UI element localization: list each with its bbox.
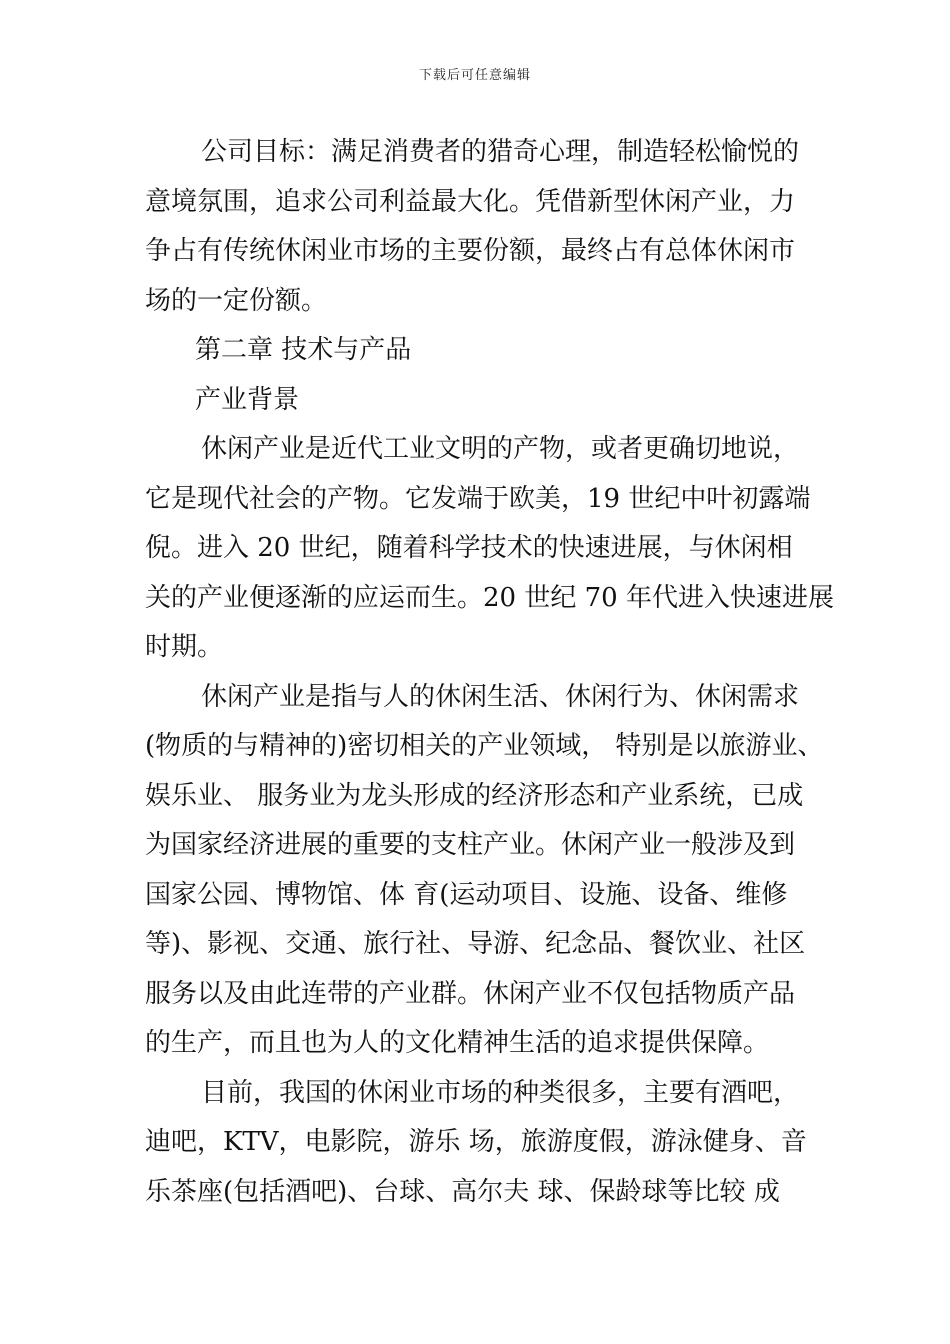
document-body (145, 128, 834, 1217)
text-line: 争占有传统休闲业市场的主要份额，最终占有总体休闲市 (145, 236, 796, 266)
text-line: 意境氛围，追求公司利益最大化。凭借新型休闲产业，力 (145, 186, 796, 217)
text-line: 国家公园、博物馆、体 育(运动项目、设施、设备、维修 (145, 879, 788, 910)
text-line: 倪。进入 20 世纪，随着科学技术的快速进展，与休闲相 (145, 533, 793, 563)
text-line: 的生产，而且也为人的文化精神生活的追求提供保障。 (145, 1028, 770, 1058)
chapter-heading: 第二章 技术与产品 (195, 335, 412, 365)
text-line: 公司目标：满足消费者的猎奇心理，制造轻松愉悦的 (201, 137, 800, 167)
text-line: 服务以及由此连带的产业群。休闲产业不仅包括物质产品 (145, 978, 796, 1009)
text-line: 时期。 (145, 632, 224, 662)
text-line: 场的一定份额。 (145, 285, 328, 316)
page-header: 下载后可任意编辑 (418, 68, 531, 83)
text-line: 等)、影视、交通、旅行社、导游、纪念品、餐饮业、社区 (145, 929, 806, 959)
section-heading: 产业背景 (195, 384, 300, 415)
text-line: 娱乐业、 服务业为龙头形成的经济形态和产业系统，已成 (145, 780, 804, 811)
text-line: 乐茶座(包括酒吧)、台球、高尔夫 球、保龄球等比较 成 (145, 1176, 780, 1207)
text-line: 目前，我国的休闲业市场的种类很多，主要有酒吧， (201, 1077, 800, 1108)
text-line: 休闲产业是近代工业文明的产物，或者更确切地说， (201, 434, 800, 464)
text-line: 为国家经济进展的重要的支柱产业。休闲产业一般涉及到 (145, 830, 796, 860)
text-line: 关的产业便逐渐的应运而生。20 世纪 70 年代进入快速进展 (145, 582, 834, 613)
text-line: 它是现代社会的产物。它发端于欧美，19 世纪中叶初露端 (145, 483, 811, 514)
text-line: (物质的与精神的)密切相关的产业领域， 特别是以旅游业、 (145, 731, 824, 761)
text-line: 迪吧，KTV，电影院，游乐 场，旅游度假，游泳健身、音 (145, 1127, 807, 1157)
text-line: 休闲产业是指与人的休闲生活、休闲行为、休闲需求 (201, 681, 800, 712)
